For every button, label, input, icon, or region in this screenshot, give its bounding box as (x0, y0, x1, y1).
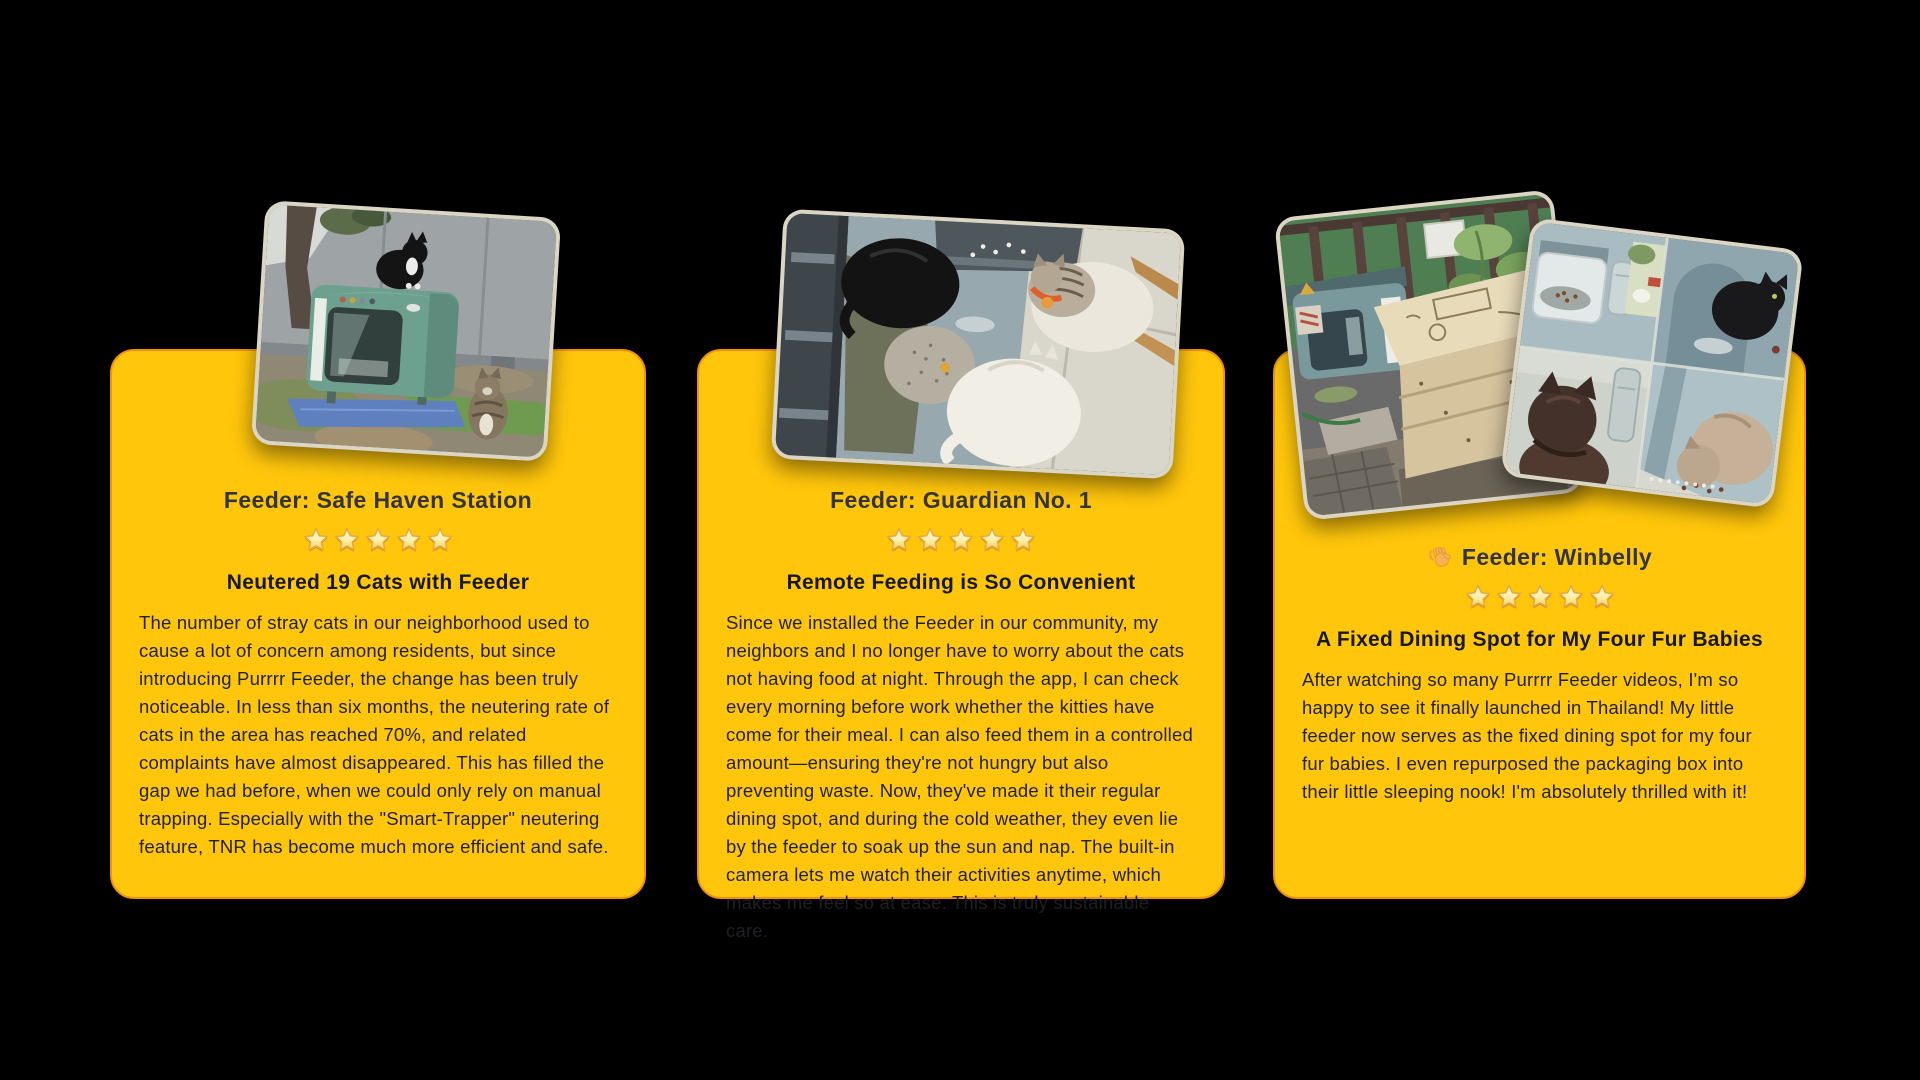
star-icon (396, 527, 422, 554)
feeder-name-title (830, 487, 1092, 514)
feeder-camera-photo-graphic (775, 213, 1181, 475)
cats-collage-graphic (1505, 222, 1800, 505)
testimonial-photo[interactable] (771, 209, 1186, 480)
testimonial-content (1275, 544, 1804, 806)
review-body: After watching so many Purrrr Feeder videos, I'm so happy to see it finally launched in Thailand! My little feeder now serves as the fixed dining spot for my four fur babies. I even repurposed the packaging box into their little sleeping nook! I'm absolutely thrilled with it! (1302, 669, 1752, 802)
feeder-name-title (1427, 544, 1652, 571)
star-icon (303, 527, 329, 554)
star-icon (917, 527, 943, 554)
testimonial-card-guardian (697, 349, 1225, 941)
star-icon (427, 527, 453, 554)
waving-hand-icon (1427, 545, 1453, 571)
star-icon (948, 527, 974, 554)
feeder-name-label: Feeder: Safe Haven Station (223, 487, 533, 513)
star-icon (1010, 527, 1036, 554)
rating-stars (1465, 584, 1615, 611)
star-icon (1496, 584, 1522, 611)
review-headline: Remote Feeding is So Convenient (786, 571, 1136, 594)
feeder-outdoor-photo-graphic (255, 204, 557, 457)
star-icon (334, 527, 360, 554)
star-icon (1589, 584, 1615, 611)
star-icon (886, 527, 912, 554)
review-headline: Neutered 19 Cats with Feeder (226, 571, 530, 594)
testimonial-content (699, 487, 1223, 945)
star-icon (1527, 584, 1553, 611)
review-headline: A Fixed Dining Spot for My Four Fur Babies (1316, 628, 1763, 651)
feeder-name-title (224, 487, 532, 514)
rating-stars (886, 527, 1036, 554)
star-icon (979, 527, 1005, 554)
star-icon (365, 527, 391, 554)
testimonial-photo[interactable] (251, 200, 561, 462)
rating-stars (303, 527, 453, 554)
testimonial-content (112, 487, 644, 861)
review-body: Since we installed the Feeder in our community, my neighbors and I no longer have to worry about the cats not having food at night. Through the app, I can check every morning before work whether the kitties have come for their meal. I can also feed them in a controlled amount—ensuring they're not hungry but also preventing waste. Now, they've made it their regular dining spot, and during the cold weather, they even lie by the feeder to soak up the sun and nap. The built-in camera lets me watch their activities anytime, which makes me feel so at ease. This is truly sustainable care. (726, 612, 1193, 941)
feeder-name-label: Feeder: Guardian No. 1 (830, 487, 1092, 513)
review-body: The number of stray cats in our neighborhood used to cause a lot of concern among residents, but since introducing Purrrr Feeder, the change has been truly noticeable. In less than six months, the neutering rate of cats in the area has reached 70%, and related complaints have almost disappeared. This has filled the gap we had before, when we could only rely on manual trapping. Especially with the "Smart-Trapper" neutering feature, TNR has become much more efficient and safe. (139, 612, 610, 857)
testimonial-card-winbelly (1273, 349, 1806, 899)
feeder-name-label: Feeder: Winbelly (1461, 544, 1653, 570)
testimonial-card-safe-haven (110, 349, 646, 899)
star-icon (1465, 584, 1491, 611)
testimonial-photo-collage[interactable] (1500, 217, 1804, 508)
star-icon (1558, 584, 1584, 611)
